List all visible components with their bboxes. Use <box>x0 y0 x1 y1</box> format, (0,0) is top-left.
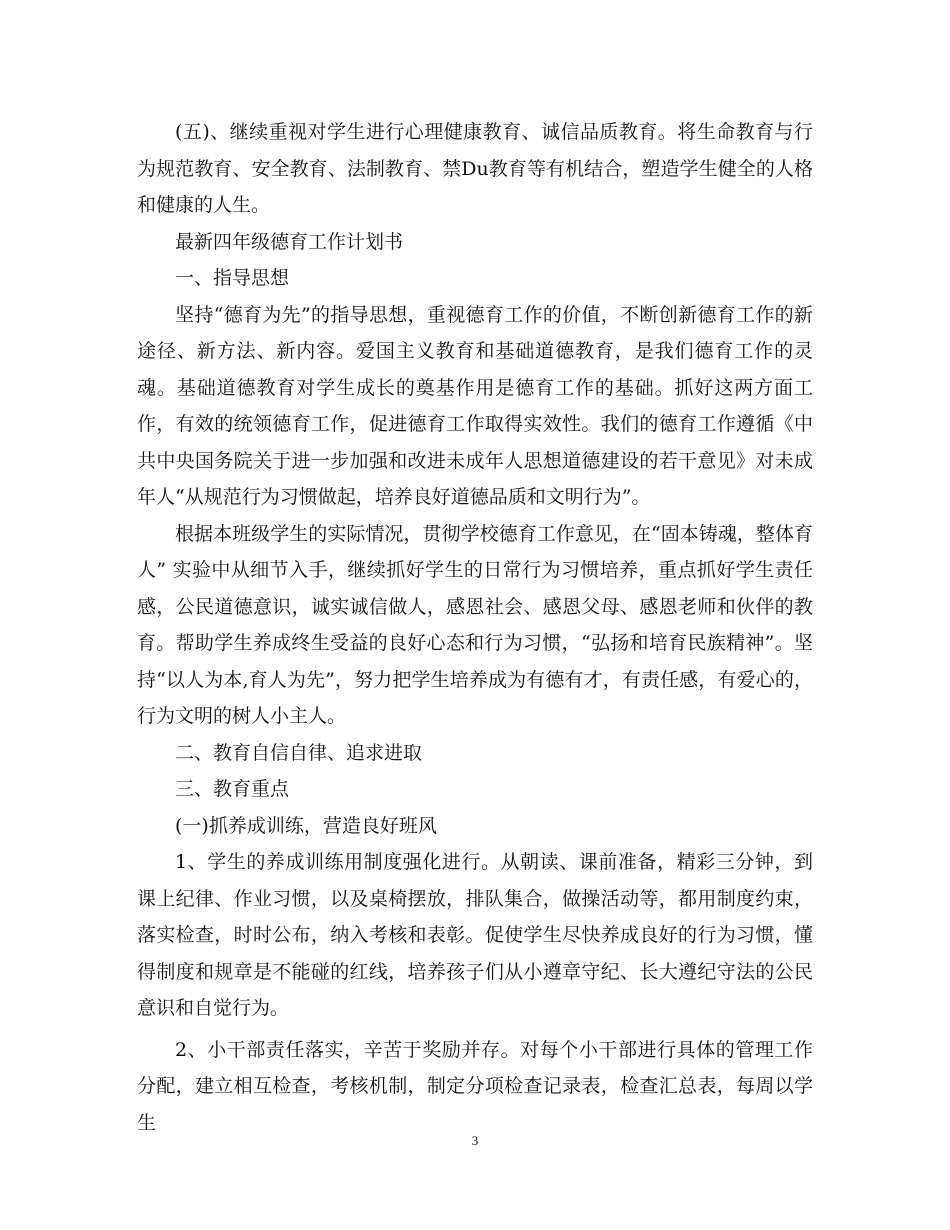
page-number: 3 <box>471 1133 479 1148</box>
paragraph-habit-training-item-1: 1、学生的养成训练用制度强化进行。从朝读、课前准备，精彩三分钟，到课上纪律、作业习惯，以及桌椅摆放，排队集合，做操活动等，都用制度约束，落实检查，时时公布，纳入考核和表彰。促使学生尽快养成良好的行为习惯，懂得制度和规章是不能碰的红线，培养孩子们从小遵章守纪、长大遵纪守法的公民意识和自觉行为。 <box>137 851 813 1019</box>
document-body <box>137 114 813 1141</box>
section-heading-education-focus: 三、教育重点 <box>175 778 290 800</box>
section-heading-self-discipline: 二、教育自信自律、追求进取 <box>175 741 423 764</box>
paragraph-class-situation: 根据本班级学生的实际情况，贯彻学校德育工作意见，在“固本铸魂，整体育人” 实验中从细节入手，继续抓好学生的日常行为习惯培养，重点抓好学生责任感，公民道德意识，诚实诚信做人，感恩社会、感恩父母、感恩老师和伙伴的教育。帮助学生养成终生受益的良好心态和行为习惯，“弘扬和培育民族精神”。坚持“以人为本,育人为先”，努力把学生培养成为有德有才，有责任感，有爱心的，行为文明的树人小主人。 <box>137 522 813 727</box>
document-title: 最新四年级德育工作计划书 <box>175 230 404 253</box>
paragraph-class-cadre-item-2: 2、小干部责任落实，辛苦于奖励并存。对每个小干部进行具体的管理工作分配，建立相互检查，考核机制，制定分项检查记录表，检查汇总表，每周以学生 <box>137 1038 813 1134</box>
subsection-heading-habit-training: (一)抓养成训练，营造良好班风 <box>175 814 437 837</box>
paragraph-moral-education-item-5: (五)、继续重视对学生进行心理健康教育、诚信品质教育。将生命教育与行为规范教育、安全教育、法制教育、禁Du教育等有机结合，塑造学生健全的人格和健康的人生。 <box>137 121 813 216</box>
paragraph-guiding-thought: 坚持“德育为先”的指导思想，重视德育工作的价值，不断创新德育工作的新途径、新方法、新内容。爱国主义教育和基础道德教育，是我们德育工作的灵魂。基础道德教育对学生成长的奠基作用是德育工作的基础。抓好这两方面工作，有效的统领德育工作，促进德育工作取得实效性。我们的德育工作遵循《中共中央国务院关于进一步加强和改进未成年人思想道德建设的若干意见》对未成年人“从规范行为习惯做起，培养良好道德品质和文明行为”。 <box>137 303 813 508</box>
section-heading-guiding-thought: 一、指导思想 <box>175 267 290 289</box>
